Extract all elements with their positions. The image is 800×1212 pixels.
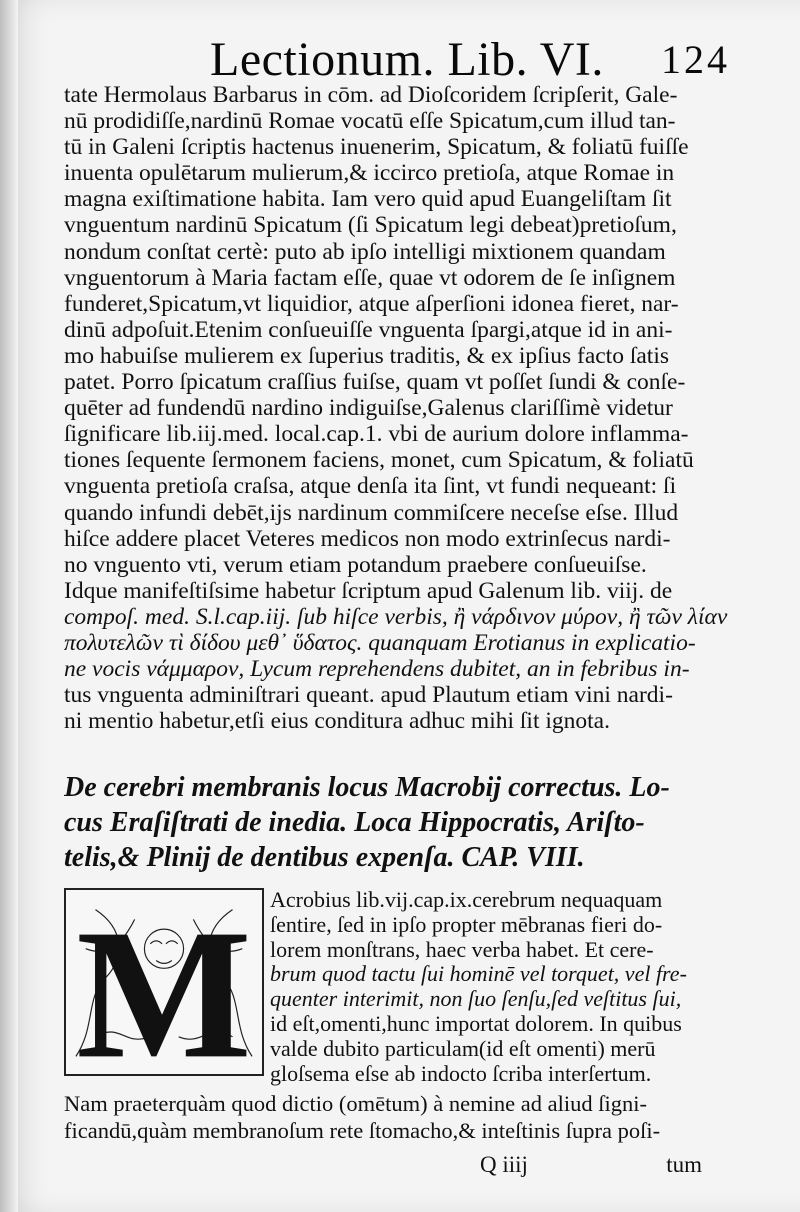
text-line: gloſsema eſse ab indocto ſcriba interſertum. [270,1061,652,1086]
running-title: Lectionum. Lib. VI. [210,33,604,86]
text-line-with-greek: ne vocis νάμμαρον, Lycum reprehendens dubitet, an in febribus in- [64,656,690,683]
signature-mark: Q iiij [480,1152,528,1177]
catchword: tum [666,1152,702,1177]
heading-line: cus Eraſiſtrati de inedia. Loca Hippocratis, Ariſto- [64,807,645,838]
text-line-with-greek: compoſ. med. S.l.cap.iij. ſub hiſce verbis, ἢ νάρδινον μύρον, ἢ τῶν λίαν [64,603,728,630]
text-line: funderet,Spicatum,vt liquidior, atque aſperſioni idonea fieret, nar- [64,290,679,317]
text-line-quotation: quenter interimit, non ſuo ſenſu,ſed veſtitus ſui, [270,987,682,1012]
text-line: mo habuiſse mulierem ex ſuperius traditis, & ex ipſius facto ſatis [64,342,669,369]
text-line: Idque manifeſtiſsime habetur ſcriptum apud Galenum lib. viij. de [64,577,673,604]
text-line: tus vnguenta adminiſtrari queant. apud Plautum etiam vini nardi- [64,682,673,709]
text-line: vnguentum nardinū Spicatum (ſi Spicatum legi debeat)pretioſum, [64,212,677,239]
text-line: quando infundi debēt,ijs nardinum commiſcere neceſse eſse. Illud [64,499,679,526]
text-line: valde dubito particulam(id eſt omenti) merū [270,1036,656,1061]
text-line: inuenta opulētarum mulierum,& iccirco pretioſa, atque Romae in [64,160,675,187]
text-line-quotation: brum quod tactu ſui hominē vel torquet, vel fre- [270,962,687,987]
chapter-heading [64,770,770,875]
text-line: ſentire, ſed in ipſo propter mēbranas fieri do- [270,912,663,937]
text-line: tū in Galeni ſcriptis hactenus inuenerim, Spicatum, & foliatū fuiſſe [64,134,689,161]
text-line: vnguenta pretioſa craſsa, atque denſa ita ſint, vt fundi nequeant: ſi [64,473,677,500]
text-line: hiſce addere placet Veteres medicos non modo extrinſecus nardi- [64,525,671,552]
text-line: nondum conſtat certè: puto ab ipſo intelligi mixtionem quandam [64,238,666,265]
body-paragraph [64,82,764,734]
text-line: tiones ſequente ſermonem faciens, monet, cum Spicatum, & foliatū [64,447,694,474]
text-line: magna exiſtimatione habita. Iam vero quid apud Euangeliſtam ſit [64,186,672,213]
text-line: ni mentio habetur,etſi eius conditura adhuc mihi ſit ignota. [64,708,610,735]
text-line: ficandū,quàm membranoſum rete ſtomacho,& inteſtinis ſupra poſi- [64,1118,661,1143]
text-line: Acrobius lib.vij.cap.ix.cerebrum nequaquam [270,888,663,912]
decorated-initial-illustration [66,890,262,1074]
heading-line: De cerebri membranis locus Macrobij correctus. Lo- [64,772,670,803]
text-line: vnguentorum à Maria factam eſſe, quae vt odorem de ſe inſignem [64,264,676,291]
text-line: lorem monſtrans, haec verba habet. Et cere- [270,937,654,962]
text-line: quēter ad fundendū nardino indiguiſse,Galenus clariſſimè videtur [64,395,673,422]
text-line: patet. Porro ſpicatum craſſius fuiſse, quam vt poſſet ſundi & conſe- [64,369,686,396]
opening-paragraph-indented [270,888,770,1086]
text-line: tate Hermolaus Barbarus in cōm. ad Dioſcoridem ſcripſerit, Gale- [64,82,678,108]
text-line: Nam praeterquàm quod dictio (omētum) à nemine ad aliud ſigni- [64,1091,647,1116]
text-line: no vnguento vti, verum etiam potandum praebere conſueuiſse. [64,551,647,578]
decorated-initial-m [64,888,264,1076]
text-line: dinū adpoſuit.Etenim conſueuiſſe vnguenta ſpargi,atque id in ani- [64,316,673,343]
page-gutter-shadow [0,0,18,1212]
page-number: 124 [661,37,730,82]
text-line: id eſt,omenti,hunc importat dolorem. In quibus [270,1011,682,1036]
text-line: ſignificare lib.iij.med. local.cap.1. vbi de aurium dolore inflamma- [64,421,689,448]
initial-letter: M [76,891,252,1074]
text-line: nū prodidiſſe,nardinū Romae vocatū eſſe Spicatum,cum illud tan- [64,108,676,135]
heading-line: telis,& Plinij de dentibus expenſa. CAP. VIII. [64,842,585,873]
opening-paragraph-continued [64,1090,770,1144]
text-line-with-greek: πολυτελῶν τὶ δίδου μεθ᾿ ὕδατος. quanquam Erotianus in explicatio- [64,629,696,656]
page-footer [64,1152,764,1182]
